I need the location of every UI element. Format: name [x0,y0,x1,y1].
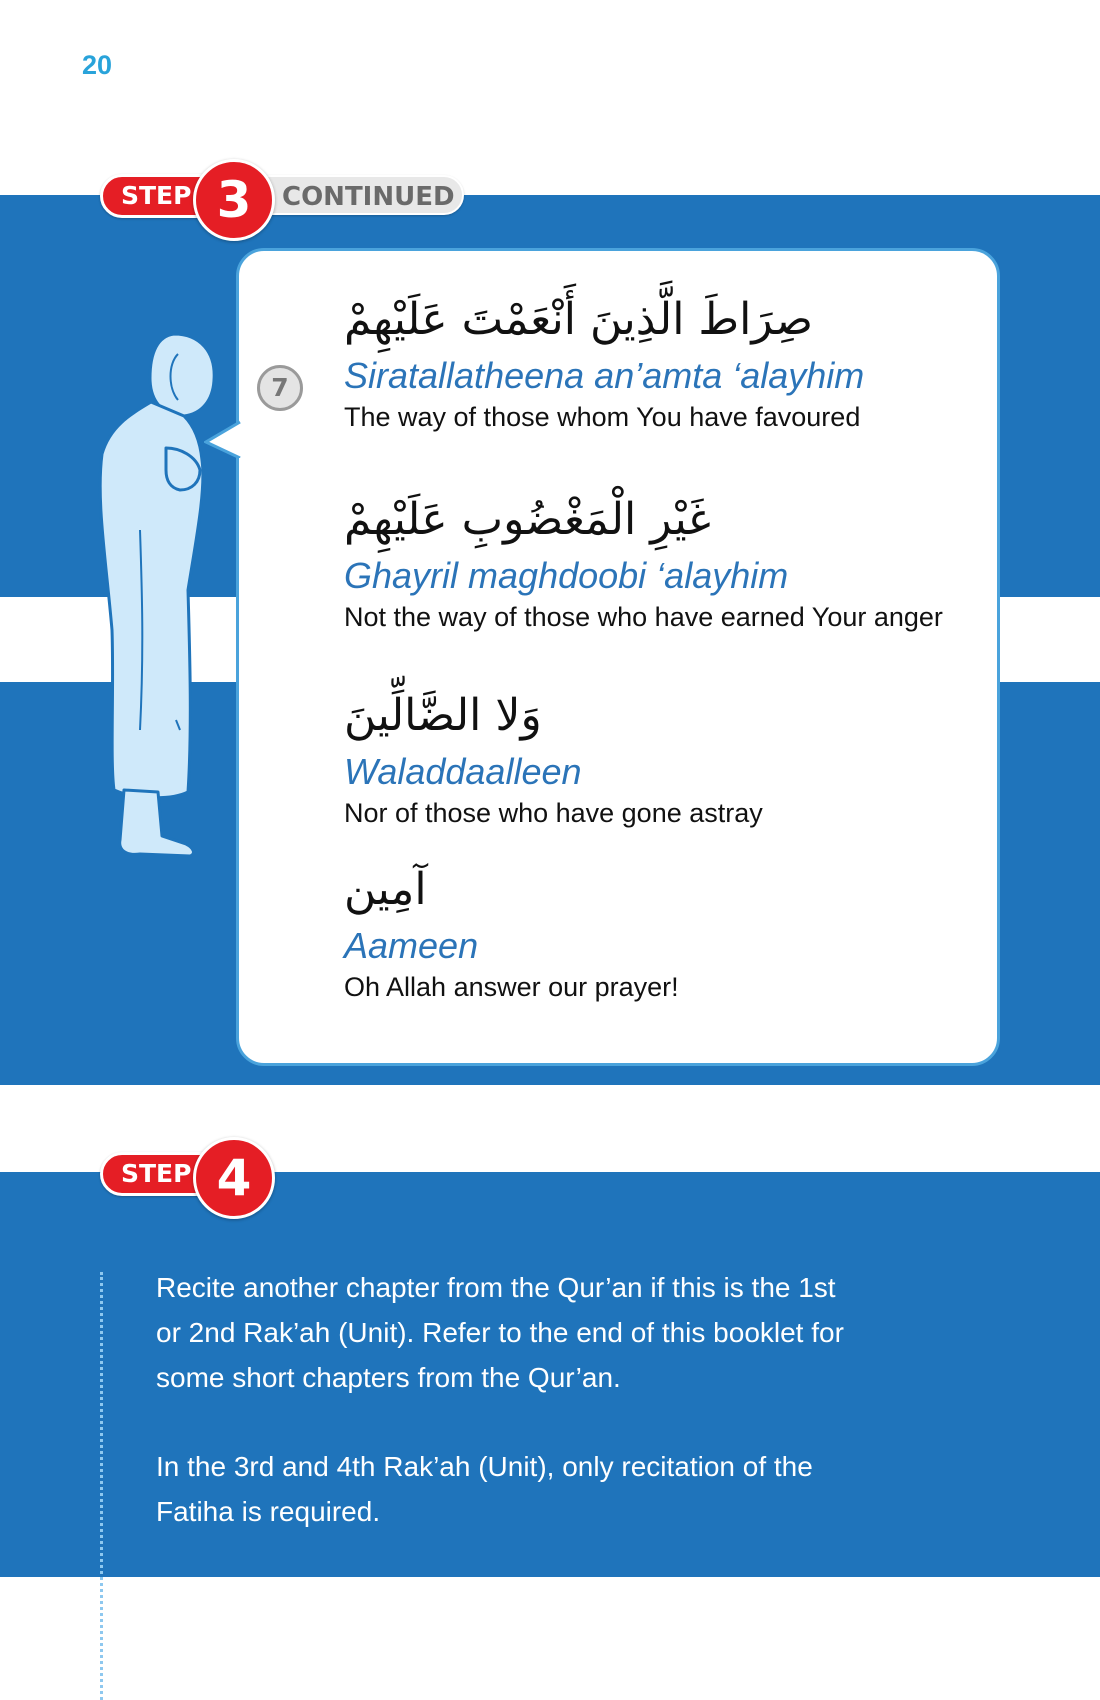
step4-number: 4 [193,1137,275,1219]
step4-label: STEP [121,1159,192,1188]
step4-instructions [156,1265,856,1578]
step3-number: 3 [193,159,275,241]
verse-1 [344,290,994,434]
dotted-divider [100,1272,103,1700]
speech-tail [204,418,244,458]
translation: Nor of those who have gone astray [344,798,763,828]
step4-paragraph-1: Recite another chapter from the Qur’an if this is the 1st or 2nd Rak’ah (Unit). Refer to the end of this booklet for some short chapters from the Qur’an. [156,1272,844,1393]
page-number: 20 [82,50,113,80]
translation: Oh Allah answer our prayer! [344,972,679,1002]
translation: The way of those whom You have favoured [344,402,861,432]
step3-label: STEP [121,181,192,210]
arabic-text: غَيْرِ الْمَغْضُوبِ عَلَيْهِمْ [344,494,711,545]
translation: Not the way of those who have earned Your anger [344,602,943,632]
arabic-text: وَلا الضَّالِّينَ [344,690,542,741]
transliteration: Siratallatheena an’amta ‘alayhim [344,355,865,396]
transliteration: Ghayril maghdoobi ‘alayhim [344,555,789,596]
continued-label: CONTINUED [250,175,464,215]
transliteration: Aameen [344,925,479,966]
verse-2 [344,490,994,634]
verse-3 [344,686,994,830]
transliteration: Waladdaalleen [344,751,582,792]
arabic-text: آمِين [344,864,427,915]
verse-4 [344,860,994,1004]
verse-number-badge: 7 [257,365,303,411]
step4-paragraph-2: In the 3rd and 4th Rak’ah (Unit), only recitation of the Fatiha is required. [156,1451,813,1527]
arabic-text: صِرَاطَ الَّذِينَ أَنْعَمْتَ عَلَيْهِمْ [344,294,813,345]
praying-figure-illustration [96,330,236,860]
